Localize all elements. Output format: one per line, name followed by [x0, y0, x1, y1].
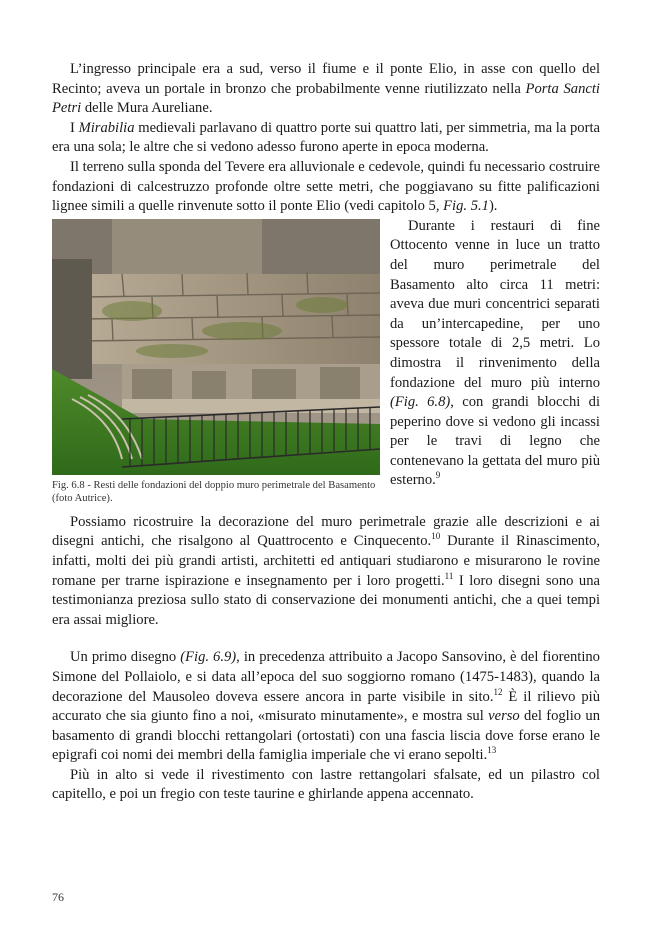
footnote-ref: 9 — [435, 470, 441, 481]
footnote-ref: 11 — [444, 570, 454, 581]
page-number: 76 — [52, 890, 64, 904]
figure-photo — [52, 219, 380, 475]
footnote-ref: 13 — [487, 745, 497, 756]
paragraph-ingresso: L’ingresso principale era a sud, verso il fiume e il ponte Elio, in asse con quello del Recinto; aveva un portale in bronzo che probabilmente venne riutilizzato nella Porta Sancti Petri delle Mura Aureliane. — [52, 61, 600, 117]
footnote-ref: 10 — [431, 531, 441, 542]
figure-caption: Fig. 6.8 - Resti delle fondazioni del doppio muro perimetrale del Basamento (foto Autrice). — [52, 479, 376, 505]
paragraph-mirabilia: I Mirabilia medievali parlavano di quattro porte sui quattro lati, per simmetria, ma la porta era una sola; le altre che si vedono adesso furono aperte in epoca moderna. — [52, 119, 600, 156]
paragraph-restauri: Durante i restauri di fine Ottocento venne in luce un tratto del muro perimetrale del Basamento alto circa 11 metri: aveva due muri concentrici separati da un’intercapedine, per uno spessore totale di 2,5 metri. Lo dimostra il rinvenimento della fondazione del muro più interno (Fig. 6.8), con grandi blocchi di peperino dove si vedono gli incassi per le travi di legno che contenevano la gettata del muro più esterno.$^9$ — [390, 217, 601, 489]
figure-block — [52, 217, 600, 513]
paragraph-disegno: Un primo disegno (Fig. 6.9), in precedenza attribuito a Jacopo Sansovino, è del fiorentino Simone del Pollaiolo, e si data all’epoca del suo soggiorno romano (1475-1483), quando la decorazione del Mausoleo doveva essere ancora in parte visibile in sito.$^{12}$ È il rilievo più accurato che sia giunto fino a noi, «misurato minutamente», e mostra sul verso del foglio un basamento di grandi blocchi rettangolari (ortostati) con una fascia liscia dove forse erano le epigrafi coi nomi dei membri della famiglia imperiale che vi erano sepolti.$^{13}$ — [52, 649, 600, 764]
footnote-ref: 12 — [493, 686, 503, 697]
page-body — [52, 60, 600, 805]
paragraph-rivestimento: Più in alto si vede il rivestimento con lastre rettangolari sfalsate, ed un pilastro col capitello, e poi un fregio con teste taurine e ghirlande appena accennato. — [52, 766, 600, 803]
paragraph-decorazione: Possiamo ricostruire la decorazione del muro perimetrale grazie alle descrizioni e ai disegni antichi, che risalgono al Quattrocento e Cinquecento.$^{10}$ Durante il Rinascimento, infatti, molti dei più grandi artisti, architetti ed antiquari studiarono e misurarono le rovine romane per trarne ispirazione e insegnamento per i loro progetti.$^{11}$ I loro disegni sono una testimonianza preziosa sullo stato di conservazione dei monumenti antichi, che a quei tempi era assai migliore. — [52, 513, 600, 628]
paragraph-terreno: Il terreno sulla sponda del Tevere era alluvionale e cedevole, quindi fu necessario costruire fondazioni di calcestruzzo profonde oltre sette metri, che poggiavano su fitte palificazioni lignee simili a quelle rinvenute sotto il ponte Elio (vedi capitolo 5, Fig. 5.1). — [52, 158, 600, 215]
